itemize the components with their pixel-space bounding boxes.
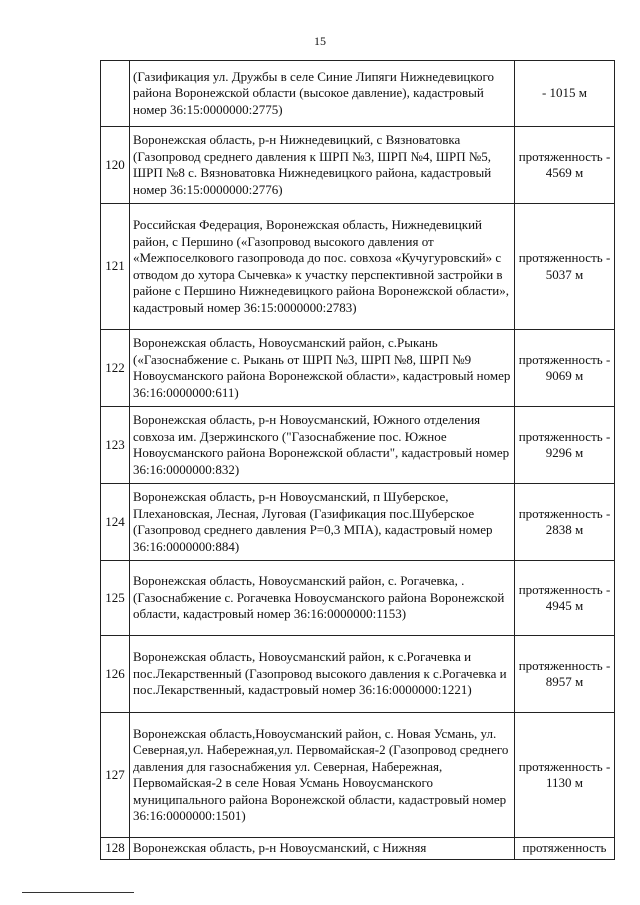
- row-number: 124: [101, 484, 130, 561]
- table-row: [101, 713, 615, 838]
- table-row: [101, 561, 615, 636]
- object-description: Воронежская область, р-н Новоусманский, с Нижняя: [130, 838, 515, 860]
- row-number: 122: [101, 330, 130, 407]
- table-row: [101, 636, 615, 713]
- pipeline-length: протяженность - 2838 м: [515, 484, 615, 561]
- object-description: Российская Федерация, Воронежская область, Нижнедевицкий район, с Першино («Газопровод высокого давления от «Межпоселкового газопровода до пос. совхоза «Кучугуровский» с отводом до хутора Сычевка» к участку перспективной застройки в районе с Першино Нижнедевицкого района Воронежской области», кадастровый номер 36:15:0000000:2783): [130, 204, 515, 330]
- pipeline-length: протяженность - 8957 м: [515, 636, 615, 713]
- pipeline-length: протяженность - 4569 м: [515, 127, 615, 204]
- object-description: Воронежская область,Новоусманский район, с. Новая Усмань, ул. Северная,ул. Набережная,ул. Первомайская-2 (Газопровод среднего давления для газоснабжения ул. Северная, Набережная, Первомайская-2 в селе Новая Усмань Новоусманского муниципального района Воронежской области, кадастровый номер 36:16:0000000:1501): [130, 713, 515, 838]
- pipeline-length: протяженность: [515, 838, 615, 860]
- object-description: Воронежская область, Новоусманский район, с. Рогачевка, . (Газоснабжение с. Рогачевка Новоусманского района Воронежской области, кадастровый номер 36:16:0000000:1153): [130, 561, 515, 636]
- row-number: 123: [101, 407, 130, 484]
- row-number: 127: [101, 713, 130, 838]
- object-description: Воронежская область, Новоусманский район, к с.Рогачевка и пос.Лекарственный (Газопровод высокого давления к с.Рогачевка и пос.Лекарственный, кадастровый номер 36:16:0000000:1221): [130, 636, 515, 713]
- table-row: [101, 127, 615, 204]
- footnote-separator-line: [22, 892, 134, 893]
- object-description: (Газификация ул. Дружбы в селе Синие Липяги Нижнедевицкого района Воронежской области (высокое давление), кадастровый номер 36:15:0000000:2775): [130, 61, 515, 127]
- pipeline-length: - 1015 м: [515, 61, 615, 127]
- table-row: [101, 330, 615, 407]
- row-number: 126: [101, 636, 130, 713]
- pipeline-length: протяженность - 1130 м: [515, 713, 615, 838]
- row-number: 128: [101, 838, 130, 860]
- row-number: 121: [101, 204, 130, 330]
- registry-table-body: [101, 61, 615, 860]
- table-row: [101, 204, 615, 330]
- table-row: [101, 61, 615, 127]
- object-description: Воронежская область, р-н Нижнедевицкий, с Вязноватовка (Газопровод среднего давления к ШРП №3, ШРП №4, ШРП №5, ШРП №8 с. Вязноватовка Нижнедевицкого района, кадастровый номер 36:15:0000000:2776): [130, 127, 515, 204]
- object-description: Воронежская область, Новоусманский район, с.Рыкань («Газоснабжение с. Рыкань от ШРП №3, ШРП №8, ШРП №9 Новоусманского района Воронежской области», кадастровый номер 36:16:0000000:611): [130, 330, 515, 407]
- pipeline-length: протяженность - 9296 м: [515, 407, 615, 484]
- pipeline-length: протяженность - 5037 м: [515, 204, 615, 330]
- table-row: [101, 838, 615, 860]
- row-number: 125: [101, 561, 130, 636]
- row-number: [101, 61, 130, 127]
- table-row: [101, 484, 615, 561]
- gas-pipeline-registry-table: [100, 60, 615, 860]
- object-description: Воронежская область, р-н Новоусманский, п Шуберское, Плехановская, Лесная, Луговая (Газификация пос.Шуберское (Газопровод среднего давления Р=0,3 МПА), кадастровый номер 36:16:0000000:884): [130, 484, 515, 561]
- row-number: 120: [101, 127, 130, 204]
- table-row: [101, 407, 615, 484]
- page-number: 15: [314, 34, 326, 48]
- pipeline-length: протяженность - 9069 м: [515, 330, 615, 407]
- object-description: Воронежская область, р-н Новоусманский, Южного отделения совхоза им. Дзержинского ("Газоснабжение пос. Южное Новоусманского района Воронежской области", кадастровый номер 36:16:0000000:832): [130, 407, 515, 484]
- pipeline-length: протяженность - 4945 м: [515, 561, 615, 636]
